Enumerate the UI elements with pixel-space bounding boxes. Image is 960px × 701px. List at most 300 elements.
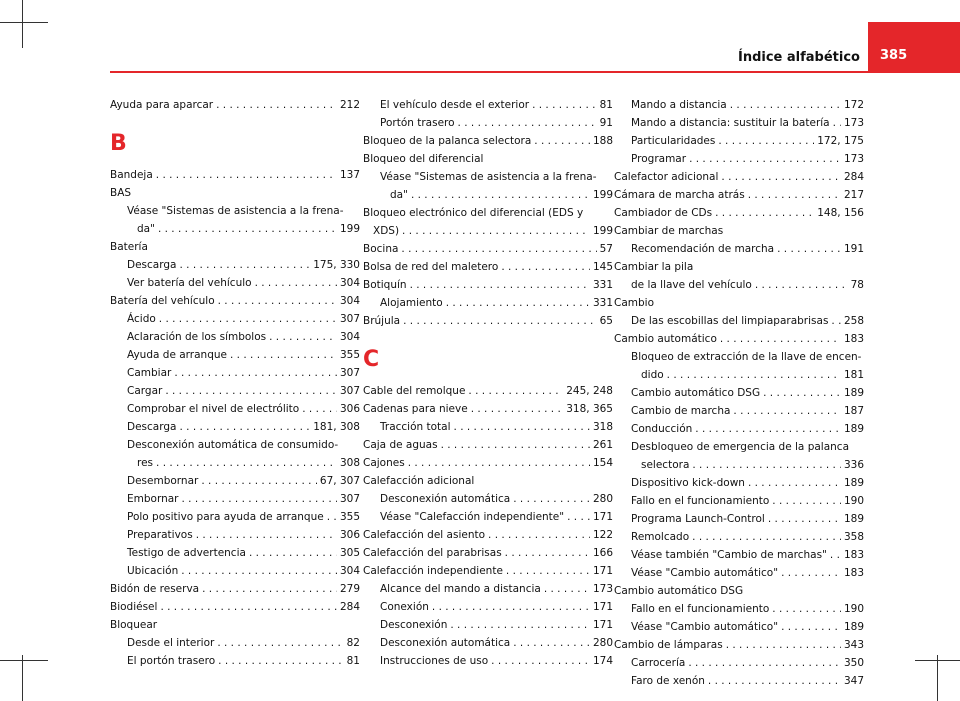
entry-label: Calefactor adicional xyxy=(614,171,719,183)
index-entry xyxy=(363,294,613,312)
index-entry xyxy=(363,508,613,526)
index-heading: Calefacción adicional xyxy=(363,475,475,487)
leader-dots xyxy=(327,508,337,526)
entry-label: Fallo en el funcionamiento xyxy=(631,495,770,507)
entry-page-link[interactable]: 189 xyxy=(843,513,864,525)
entry-page-link[interactable]: 189 xyxy=(843,621,864,633)
index-entry xyxy=(363,96,613,114)
entry-label: Desconexión automática xyxy=(380,637,511,649)
entry-label: Programa Launch-Control xyxy=(631,513,765,525)
leader-dots xyxy=(748,474,841,492)
entry-page-link[interactable]: 189 xyxy=(843,423,864,435)
entry-page-link[interactable]: 145 xyxy=(592,261,613,273)
leader-dots xyxy=(202,580,337,598)
entry-page-link[interactable]: 280 xyxy=(592,637,613,649)
index-entry xyxy=(614,528,864,546)
index-entry xyxy=(614,672,864,690)
index-entry xyxy=(110,634,360,652)
index-heading: Cambiar la pila xyxy=(614,261,694,273)
entry-label: Particularidades xyxy=(631,135,716,147)
entry-label: Brújula xyxy=(363,315,401,327)
leader-dots xyxy=(269,328,337,346)
entry-page-link[interactable]: 199 xyxy=(592,189,613,201)
leader-dots xyxy=(781,618,841,636)
entry-page-link[interactable]: 331 xyxy=(592,279,613,291)
entry-label: Cable del remolque xyxy=(363,385,466,397)
leader-dots xyxy=(831,312,841,330)
entry-page-link[interactable]: 174 xyxy=(592,655,613,667)
entry-page-link[interactable]: 258 xyxy=(843,315,864,327)
index-entry xyxy=(363,276,613,294)
leader-dots xyxy=(408,454,590,472)
entry-label: de la llave del vehículo xyxy=(631,279,752,291)
entry-page-link[interactable]: 148, 156 xyxy=(817,207,864,219)
entry-label: Ayuda para aparcar xyxy=(110,99,214,111)
entry-label: Calefacción del parabrisas xyxy=(363,547,502,559)
leader-dots xyxy=(458,114,597,132)
index-heading: Cambio xyxy=(614,297,655,309)
index-entry xyxy=(110,526,360,544)
entry-label: Polo positivo para ayuda de arranque xyxy=(127,511,324,523)
index-entry xyxy=(363,312,613,330)
entry-page-link[interactable]: 189 xyxy=(843,477,864,489)
entry-label: Fallo en el funcionamiento xyxy=(631,603,770,615)
entry-page-link[interactable]: 318, 365 xyxy=(566,403,613,415)
leader-dots xyxy=(160,598,337,616)
entry-page-link[interactable]: 172, 175 xyxy=(817,135,864,147)
section-letter: B xyxy=(110,131,127,156)
entry-label: Remolcado xyxy=(631,531,690,543)
entry-page-link[interactable]: 355 xyxy=(339,511,360,523)
leader-dots xyxy=(730,96,841,114)
index-entry xyxy=(614,492,864,510)
entry-page-link[interactable]: 122 xyxy=(592,529,613,541)
crop-mark xyxy=(937,655,938,701)
leader-dots xyxy=(174,364,337,382)
entry-page-link[interactable]: 67, 307 xyxy=(319,475,360,487)
index-entry xyxy=(110,346,360,364)
index-entry xyxy=(363,580,613,598)
index-entry xyxy=(363,400,613,418)
entry-page-link[interactable]: 355 xyxy=(339,349,360,361)
index-entry xyxy=(614,366,864,384)
index-entry xyxy=(363,652,613,670)
entry-label: Programar xyxy=(631,153,687,165)
entry-label: Desde el interior xyxy=(127,637,215,649)
leader-dots xyxy=(501,258,590,276)
leader-dots xyxy=(230,346,337,364)
index-heading: Batería xyxy=(110,241,148,253)
entry-label: Botiquín xyxy=(363,279,407,291)
index-entry xyxy=(363,634,613,652)
leader-dots xyxy=(255,274,337,292)
entry-label: Cargar xyxy=(127,385,163,397)
entry-label: Alcance del mando a distancia xyxy=(380,583,541,595)
entry-label: Mando a distancia: sustituir la batería xyxy=(631,117,830,129)
entry-label: Descarga xyxy=(127,259,177,271)
entry-page-link[interactable]: 318 xyxy=(592,421,613,433)
entry-label: El portón trasero xyxy=(127,655,216,667)
entry-label: Preparativos xyxy=(127,529,193,541)
leader-dots xyxy=(471,400,564,418)
entry-page-link[interactable]: 306 xyxy=(339,529,360,541)
index-entry xyxy=(614,456,864,474)
leader-dots xyxy=(491,652,590,670)
entry-label: Véase también "Cambio de marchas" xyxy=(631,549,827,561)
index-heading: BAS xyxy=(110,187,132,199)
index-entry xyxy=(363,240,613,258)
crop-mark xyxy=(22,0,23,48)
entry-page-link[interactable]: 173 xyxy=(843,153,864,165)
entry-page-link[interactable]: 171 xyxy=(592,565,613,577)
index-entry xyxy=(614,618,864,636)
leader-dots xyxy=(450,616,590,634)
entry-page-link[interactable]: 284 xyxy=(339,601,360,613)
entry-label: Carrocería xyxy=(631,657,686,669)
leader-dots xyxy=(708,672,841,690)
entry-label: Cambio automático xyxy=(614,333,717,345)
entry-page-link[interactable]: 191 xyxy=(843,243,864,255)
index-entry xyxy=(110,472,360,490)
entry-page-link[interactable]: 190 xyxy=(843,603,864,615)
index-entry xyxy=(110,454,360,472)
leader-dots xyxy=(249,544,337,562)
leader-dots xyxy=(534,132,590,150)
entry-label: Testigo de advertencia xyxy=(127,547,246,559)
entry-label: Cambio automático DSG xyxy=(631,387,761,399)
index-column-1 xyxy=(110,96,360,670)
entry-label: Bandeja xyxy=(110,169,153,181)
entry-label: El vehículo desde el exterior xyxy=(380,99,530,111)
leader-dots xyxy=(720,330,841,348)
index-heading: Desbloqueo de emergencia de la palanca xyxy=(631,441,850,453)
index-entry xyxy=(110,256,360,274)
index-entry xyxy=(110,400,360,418)
entry-page-link[interactable]: 189 xyxy=(843,387,864,399)
leader-dots xyxy=(218,292,337,310)
leader-dots xyxy=(506,562,590,580)
entry-label: XDS) xyxy=(373,225,400,237)
entry-page-link[interactable]: 307 xyxy=(339,385,360,397)
entry-label: De las escobillas del limpiaparabrisas xyxy=(631,315,829,327)
entry-label: Desembornar xyxy=(127,475,199,487)
leader-dots xyxy=(833,114,841,132)
entry-label: Cambio de marcha xyxy=(631,405,731,417)
entry-page-link[interactable]: 304 xyxy=(339,331,360,343)
index-entry xyxy=(614,132,864,150)
entry-label: Calefacción independiente xyxy=(363,565,503,577)
entry-page-link[interactable]: 305 xyxy=(339,547,360,559)
entry-page-link[interactable]: 199 xyxy=(592,225,613,237)
entry-page-link[interactable]: 81 xyxy=(599,99,613,111)
entry-label: da" xyxy=(390,189,408,201)
entry-page-link[interactable]: 261 xyxy=(592,439,613,451)
entry-page-link[interactable]: 190 xyxy=(843,495,864,507)
entry-label: Cámara de marcha atrás xyxy=(614,189,745,201)
entry-page-link[interactable]: 137 xyxy=(339,169,360,181)
index-entry xyxy=(110,96,360,114)
index-heading: Bloqueo del diferencial xyxy=(363,153,484,165)
leader-dots xyxy=(692,528,841,546)
entry-page-link[interactable]: 304 xyxy=(339,565,360,577)
entry-page-link[interactable]: 173 xyxy=(592,583,613,595)
entry-page-link[interactable]: 199 xyxy=(339,223,360,235)
entry-page-link[interactable]: 336 xyxy=(843,459,864,471)
leader-dots xyxy=(216,96,337,114)
entry-label: Véase "Cambio automático" xyxy=(631,567,779,579)
leader-dots xyxy=(201,472,317,490)
entry-page-link[interactable]: 331 xyxy=(592,297,613,309)
entry-label: Ubicación xyxy=(127,565,179,577)
entry-page-link[interactable]: 307 xyxy=(339,367,360,379)
entry-page-link[interactable]: 183 xyxy=(843,333,864,345)
leader-dots xyxy=(441,436,590,454)
entry-label: Desconexión xyxy=(380,619,448,631)
entry-label: Faro de xenón xyxy=(631,675,705,687)
entry-page-link[interactable]: 154 xyxy=(592,457,613,469)
index-entry xyxy=(614,204,864,222)
index-entry xyxy=(614,150,864,168)
entry-page-link[interactable]: 304 xyxy=(339,277,360,289)
entry-page-link[interactable]: 181 xyxy=(843,369,864,381)
index-entry xyxy=(614,600,864,618)
leader-dots xyxy=(772,492,841,510)
index-entry xyxy=(110,508,360,526)
header-rule xyxy=(110,71,868,73)
entry-page-link[interactable]: 183 xyxy=(843,549,864,561)
leader-dots xyxy=(695,420,841,438)
entry-page-link[interactable]: 82 xyxy=(346,637,360,649)
entry-page-link[interactable]: 81 xyxy=(346,655,360,667)
index-entry xyxy=(363,526,613,544)
index-heading: Desconexión automática de consumido- xyxy=(127,439,339,451)
index-entry xyxy=(110,544,360,562)
index-entry xyxy=(110,166,360,184)
entry-page-link[interactable]: 307 xyxy=(339,313,360,325)
leader-dots xyxy=(179,418,310,436)
leader-dots xyxy=(159,310,337,328)
index-entry xyxy=(110,382,360,400)
entry-page-link[interactable]: 307 xyxy=(339,493,360,505)
entry-label: Conducción xyxy=(631,423,693,435)
entry-label: Alojamiento xyxy=(380,297,443,309)
entry-page-link[interactable]: 306 xyxy=(339,403,360,415)
leader-dots xyxy=(156,166,337,184)
index-heading: Bloquear xyxy=(110,619,158,631)
leader-dots xyxy=(768,510,841,528)
index-entry xyxy=(614,474,864,492)
leader-dots xyxy=(718,132,814,150)
entry-page-link[interactable]: 308 xyxy=(339,457,360,469)
index-heading: Bloqueo electrónico del diferencial (EDS y xyxy=(363,207,584,219)
entry-page-link[interactable]: 91 xyxy=(599,117,613,129)
leader-dots xyxy=(748,186,841,204)
leader-dots xyxy=(721,168,841,186)
entry-label: Dispositivo kick-down xyxy=(631,477,745,489)
entry-page-link[interactable]: 284 xyxy=(843,171,864,183)
index-entry xyxy=(363,598,613,616)
index-entry xyxy=(110,598,360,616)
index-entry xyxy=(110,274,360,292)
entry-page-link[interactable]: 183 xyxy=(843,567,864,579)
section-letter: C xyxy=(363,347,380,372)
entry-label: Cadenas para nieve xyxy=(363,403,468,415)
leader-dots xyxy=(468,382,563,400)
entry-page-link[interactable]: 181, 308 xyxy=(313,421,360,433)
leader-dots xyxy=(196,526,337,544)
entry-label: dido xyxy=(641,369,664,381)
index-entry xyxy=(614,564,864,582)
index-entry xyxy=(363,562,613,580)
entry-page-link[interactable]: 245, 248 xyxy=(566,385,613,397)
entry-page-link[interactable]: 166 xyxy=(592,547,613,559)
index-heading: Bloqueo de extracción de la llave de encen- xyxy=(631,351,862,363)
index-entry xyxy=(614,330,864,348)
entry-label: Instrucciones de uso xyxy=(380,655,489,667)
leader-dots xyxy=(401,240,596,258)
index-entry xyxy=(110,652,360,670)
index-heading: Cambio automático DSG xyxy=(614,585,744,597)
entry-page-link[interactable]: 212 xyxy=(339,99,360,111)
page-title: Índice alfabético xyxy=(738,50,860,65)
entry-page-link[interactable]: 175, 330 xyxy=(313,259,360,271)
index-entry xyxy=(614,420,864,438)
entry-label: Cambiar xyxy=(127,367,172,379)
entry-page-link[interactable]: 65 xyxy=(599,315,613,327)
leader-dots xyxy=(781,564,841,582)
leader-dots xyxy=(692,456,841,474)
entry-label: da" xyxy=(137,223,155,235)
index-entry xyxy=(614,402,864,420)
index-column-3 xyxy=(614,96,864,690)
leader-dots xyxy=(217,634,343,652)
leader-dots xyxy=(667,366,841,384)
leader-dots xyxy=(763,384,841,402)
index-entry xyxy=(110,292,360,310)
index-entry xyxy=(614,168,864,186)
crop-mark xyxy=(0,22,48,23)
index-entry xyxy=(110,580,360,598)
entry-label: Ver batería del vehículo xyxy=(127,277,252,289)
index-entry xyxy=(363,186,613,204)
entry-page-link[interactable]: 78 xyxy=(850,279,864,291)
leader-dots xyxy=(403,312,597,330)
entry-label: Bocina xyxy=(363,243,399,255)
leader-dots xyxy=(156,454,337,472)
entry-page-link[interactable]: 171 xyxy=(592,511,613,523)
index-entry xyxy=(614,654,864,672)
index-heading: Cambiar de marchas xyxy=(614,225,724,237)
entry-label: Cambiador de CDs xyxy=(614,207,713,219)
entry-label: Cambio de lámparas xyxy=(614,639,723,651)
leader-dots xyxy=(182,490,337,508)
index-entry xyxy=(110,310,360,328)
leader-dots xyxy=(532,96,597,114)
entry-label: Ácido xyxy=(127,313,156,325)
entry-label: Descarga xyxy=(127,421,177,433)
index-entry xyxy=(363,114,613,132)
leader-dots xyxy=(302,400,337,418)
entry-label: Batería del vehículo xyxy=(110,295,215,307)
entry-label: Comprobar el nivel de electrólito xyxy=(127,403,300,415)
entry-label: Cajones xyxy=(363,457,405,469)
index-heading: Véase "Sistemas de asistencia a la frena- xyxy=(380,171,597,183)
entry-page-link[interactable]: 217 xyxy=(843,189,864,201)
entry-page-link[interactable]: 304 xyxy=(339,295,360,307)
crop-mark xyxy=(0,660,48,661)
index-entry xyxy=(614,114,864,132)
index-entry xyxy=(110,328,360,346)
leader-dots xyxy=(181,562,337,580)
entry-page-link[interactable]: 187 xyxy=(843,405,864,417)
entry-page-link[interactable]: 280 xyxy=(592,493,613,505)
index-entry xyxy=(614,312,864,330)
index-entry xyxy=(614,546,864,564)
entry-label: Bidón de reserva xyxy=(110,583,200,595)
entry-page-link[interactable]: 279 xyxy=(339,583,360,595)
entry-page-link[interactable]: 347 xyxy=(843,675,864,687)
entry-label: Bloqueo de la palanca selectora xyxy=(363,135,532,147)
index-entry xyxy=(614,240,864,258)
entry-label: Embornar xyxy=(127,493,179,505)
index-entry xyxy=(363,616,613,634)
entry-label: selectora xyxy=(641,459,690,471)
entry-label: Ayuda de arranque xyxy=(127,349,227,361)
entry-page-link[interactable]: 350 xyxy=(843,657,864,669)
index-entry xyxy=(363,222,613,240)
index-entry xyxy=(110,562,360,580)
leader-dots xyxy=(165,382,337,400)
index-entry xyxy=(363,490,613,508)
entry-page-link[interactable]: 358 xyxy=(843,531,864,543)
entry-page-link[interactable]: 171 xyxy=(592,619,613,631)
index-entry xyxy=(614,276,864,294)
index-entry xyxy=(363,544,613,562)
entry-page-link[interactable]: 57 xyxy=(599,243,613,255)
index-entry xyxy=(363,436,613,454)
entry-page-link[interactable]: 172 xyxy=(843,99,864,111)
leader-dots xyxy=(432,598,590,616)
index-entry xyxy=(363,418,613,436)
leader-dots xyxy=(755,276,848,294)
index-entry xyxy=(363,454,613,472)
index-entry xyxy=(110,220,360,238)
entry-label: Véase "Calefacción independiente" xyxy=(380,511,565,523)
index-entry xyxy=(110,364,360,382)
leader-dots xyxy=(488,526,590,544)
entry-label: Véase "Cambio automático" xyxy=(631,621,779,633)
entry-label: Conexión xyxy=(380,601,429,613)
entry-label: res xyxy=(137,457,154,469)
entry-page-link[interactable]: 188 xyxy=(592,135,613,147)
entry-label: Caja de aguas xyxy=(363,439,438,451)
crop-mark xyxy=(22,655,23,701)
entry-page-link[interactable]: 343 xyxy=(843,639,864,651)
page-number: 385 xyxy=(880,48,908,63)
leader-dots xyxy=(410,276,590,294)
index-entry xyxy=(614,96,864,114)
leader-dots xyxy=(830,546,841,564)
leader-dots xyxy=(402,222,590,240)
entry-page-link[interactable]: 173 xyxy=(843,117,864,129)
index-entry xyxy=(614,186,864,204)
entry-page-link[interactable]: 171 xyxy=(592,601,613,613)
entry-label: Calefacción del asiento xyxy=(363,529,486,541)
leader-dots xyxy=(689,150,841,168)
leader-dots xyxy=(733,402,841,420)
leader-dots xyxy=(772,600,841,618)
index-entry xyxy=(110,418,360,436)
